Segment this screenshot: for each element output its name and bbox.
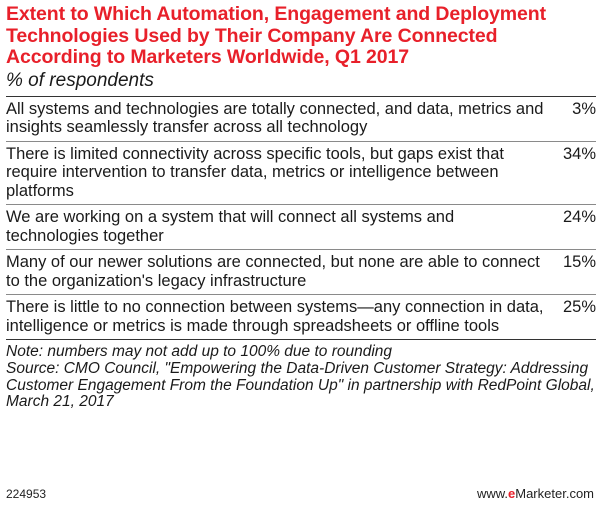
row-value: 3%: [572, 99, 596, 118]
row-value: 25%: [562, 298, 596, 316]
row-label: All systems and technologies are totally connected, and data, metrics and insights seamlessly transfer across all technology: [6, 99, 544, 136]
source-text: Source: CMO Council, "Empowering the Data-Driven Customer Strategy: Addressing Customer Engagement From the Foundation Up" in partnership with RedPoint Global, March 21, 2017: [6, 359, 595, 411]
table-row: [6, 295, 596, 340]
row-value: 24%: [562, 208, 596, 226]
row-label: We are working on a system that will connect all systems and technologies together: [6, 208, 455, 245]
chart-container: [6, 4, 596, 411]
table-row: [6, 142, 596, 206]
row-label: There is limited connectivity across specific tools, but gaps exist that require intervention to transfer data, metrics or intelligence between platforms: [6, 144, 504, 200]
chart-footer: [6, 486, 594, 501]
table-row: [6, 250, 596, 295]
site-prefix: www.: [476, 486, 509, 501]
chart-notes: [6, 344, 596, 411]
data-table: [6, 97, 596, 341]
site-brand: [477, 486, 594, 501]
note-text: Note: numbers may not add up to 100% due to rounding: [6, 343, 393, 360]
row-value: 34%: [562, 144, 596, 163]
table-row: [6, 205, 596, 250]
row-label: There is little to no connection between systems—any connection in data, intelligence or metrics is made through spreadsheets or offline tools: [6, 298, 544, 335]
chart-id: 224953: [6, 487, 47, 501]
chart-title: Extent to Which Automation, Engagement and Deployment Technologies Used by Their Company Are Connected According to Marketers Worldwide, Q1 2017: [6, 3, 546, 68]
chart-subtitle: % of respondents: [6, 69, 154, 91]
row-value: 15%: [562, 253, 596, 271]
site-suffix: .com: [565, 486, 594, 501]
site-accent: e: [508, 486, 516, 501]
row-label: Many of our newer solutions are connected, but none are able to connect to the organization's legacy infrastructure: [6, 253, 540, 290]
site-name: Marketer: [515, 486, 566, 501]
table-row: [6, 97, 596, 142]
